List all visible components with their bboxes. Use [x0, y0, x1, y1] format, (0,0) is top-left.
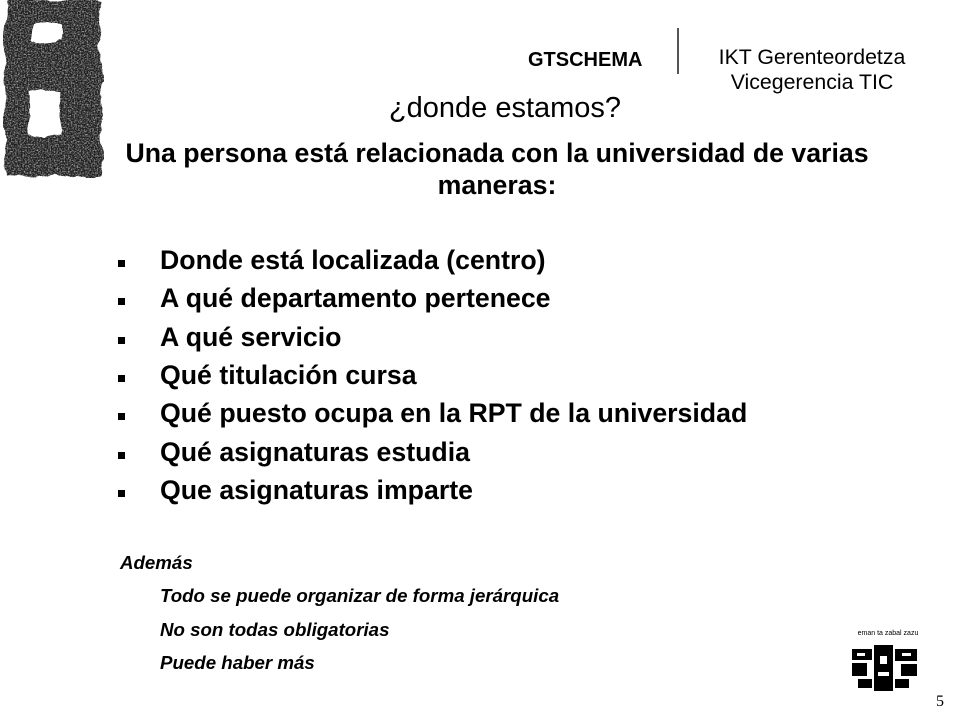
- slide-intro: Una persona está relacionada con la universidad de varias maneras:: [125, 138, 869, 200]
- bullet-text: A qué departamento pertenece: [160, 283, 551, 314]
- bullet-item: [0, 241, 960, 279]
- organization-line-basque: IKT Gerenteordetza: [718, 45, 906, 69]
- bullet-text: Qué puesto ocupa en la RPT de la universidad: [160, 398, 748, 429]
- university-logo-icon: [850, 643, 920, 693]
- note-line: Puede haber más: [160, 651, 315, 673]
- bullet-text: Donde está localizada (centro): [160, 245, 546, 275]
- bullet-item: [0, 279, 960, 317]
- note-line: No son todas obligatorias: [160, 618, 390, 640]
- page-number: 5: [936, 693, 944, 710]
- notes-block: [0, 546, 960, 679]
- note-line: Todo se puede organizar de forma jerárquica: [160, 585, 560, 607]
- square-bullet-icon: [118, 298, 125, 305]
- bullet-text: Qué asignaturas estudia: [160, 436, 470, 467]
- logo-motto: eman ta zabal zazu: [857, 630, 919, 637]
- brush-stroke-logo-icon: [0, 0, 108, 180]
- header-title: GTSCHEMA: [528, 49, 643, 71]
- square-bullet-icon: [118, 337, 125, 344]
- bullet-item: [0, 471, 960, 509]
- square-bullet-icon: [118, 452, 125, 459]
- bullet-text: Que asignaturas imparte: [160, 474, 473, 505]
- bullet-item: [0, 433, 960, 471]
- bullet-item: [0, 394, 960, 432]
- bullet-item: [0, 356, 960, 394]
- organization-block: [712, 45, 912, 95]
- header-divider: [677, 28, 679, 74]
- organization-line-spanish: Vicegerencia TIC: [730, 70, 894, 94]
- square-bullet-icon: [118, 260, 125, 267]
- square-bullet-icon: [118, 490, 125, 497]
- bullet-text: A qué servicio: [160, 321, 342, 352]
- bullet-item: [0, 318, 960, 356]
- square-bullet-icon: [118, 413, 125, 420]
- bullet-list: [0, 241, 960, 509]
- slide-heading: ¿donde estamos?: [388, 92, 622, 124]
- notes-title: Además: [120, 552, 193, 573]
- bullet-text: Qué titulación cursa: [160, 359, 417, 390]
- square-bullet-icon: [118, 375, 125, 382]
